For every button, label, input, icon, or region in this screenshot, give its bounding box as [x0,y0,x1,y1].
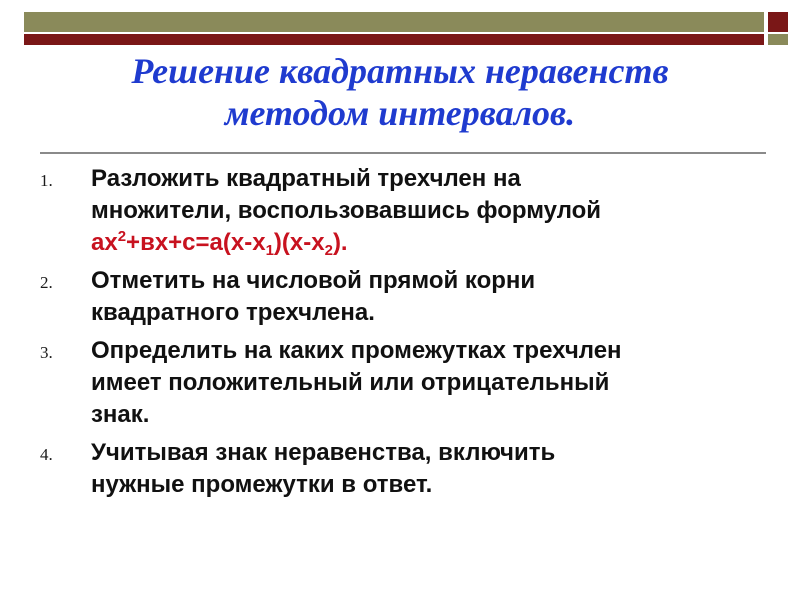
step-text-line: Отметить на числовой прямой корни [91,267,536,294]
step-number: 3. [40,343,53,362]
formula-superscript: 2 [117,228,127,245]
step-text-line: нужные промежутки в ответ. [91,471,433,498]
step-text-line: Разложить квадратный трехчлен на [91,165,521,192]
step-text-line: квадратного трехчлена. [91,299,375,326]
step-text-line: знак. [91,401,150,428]
formula-part: )(х-х [273,229,325,256]
step-text-line: имеет положительный или отрицательный [91,369,610,396]
formula-subscript: 2 [324,242,333,259]
step-text-line: Учитывая знак неравенства, включить [91,439,556,466]
step-1 [40,163,760,259]
formula-part: ). [332,229,348,256]
formula-subscript: 1 [265,242,274,259]
step-number: 4. [40,445,53,464]
corner-square-red [768,12,788,32]
top-bar-red [24,34,764,45]
title-line-1: Решение квадратных неравенств [131,51,669,91]
steps-list [40,163,760,507]
title-line-2: методом интервалов. [224,93,576,133]
step-text-line: Определить на каких промежутках трехчлен [91,337,622,364]
formula-part: ах [91,229,118,256]
step-number: 1. [40,171,53,190]
factorization-formula [91,227,760,259]
step-2 [40,265,760,329]
corner-square-olive [768,34,788,45]
step-3 [40,335,760,431]
title-divider [40,152,766,154]
formula-part: +вх+с=а(х-х [126,229,266,256]
step-number: 2. [40,273,53,292]
step-4 [40,437,760,501]
slide-title [40,50,760,134]
step-text-line: множители, воспользовавшись формулой [91,197,602,224]
top-bar-olive [24,12,764,32]
